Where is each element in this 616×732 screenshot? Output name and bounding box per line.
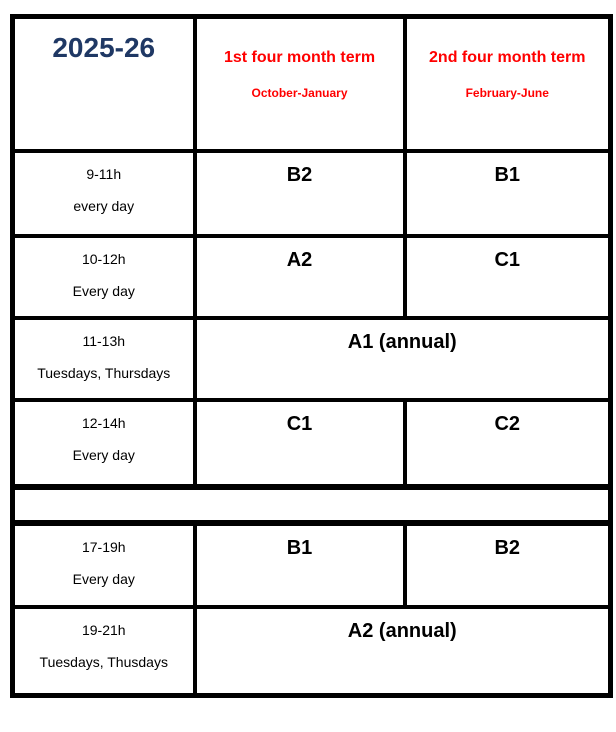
term-1-header-cell xyxy=(195,17,405,152)
slot-days: Tuesdays, Thursdays xyxy=(37,365,171,382)
level-label: C1 xyxy=(494,249,521,271)
slot-cell-12-14h xyxy=(13,400,195,487)
level-cell-term1 xyxy=(195,151,405,236)
timeslot-row-19-21h xyxy=(13,607,611,696)
slot-time: 9-11h xyxy=(86,166,122,182)
slot-days: every day xyxy=(73,198,135,215)
level-cell-term2 xyxy=(405,523,611,607)
level-label: A1 (annual) xyxy=(347,331,457,353)
slot-days: Tuesdays, Thusdays xyxy=(39,654,168,671)
level-label: A2 xyxy=(286,249,313,271)
slot-cell-17-19h xyxy=(13,523,195,607)
slot-time: 19-21h xyxy=(81,622,126,638)
slot-days: Every day xyxy=(72,283,135,300)
slot-cell-9-11h xyxy=(13,151,195,236)
level-cell-term1 xyxy=(195,400,405,487)
level-cell-annual xyxy=(195,318,611,400)
slot-time: 12-14h xyxy=(81,415,126,431)
level-cell-term2 xyxy=(405,400,611,487)
term-2-months: February-June xyxy=(465,86,549,101)
term-1-title: 1st four month term xyxy=(223,49,376,66)
spacer-cell xyxy=(13,487,611,523)
level-cell-term2 xyxy=(405,151,611,236)
year-cell xyxy=(13,17,195,152)
timeslot-row-9-11h xyxy=(13,151,611,236)
year-label: 2025-26 xyxy=(52,32,156,63)
term-2-title: 2nd four month term xyxy=(429,49,586,66)
slot-days: Every day xyxy=(72,571,135,588)
level-cell-term2 xyxy=(405,236,611,318)
level-cell-term1 xyxy=(195,523,405,607)
timeslot-row-10-12h xyxy=(13,236,611,318)
timeslot-row-11-13h xyxy=(13,318,611,400)
timeslot-row-12-14h xyxy=(13,400,611,487)
slot-cell-11-13h xyxy=(13,318,195,400)
slot-cell-10-12h xyxy=(13,236,195,318)
level-label: C2 xyxy=(494,413,521,435)
level-cell-annual xyxy=(195,607,611,696)
term-2-header-cell xyxy=(405,17,611,152)
level-label: B2 xyxy=(286,164,313,186)
header-row xyxy=(13,17,611,152)
spacer-row xyxy=(13,487,611,523)
level-label: A2 (annual) xyxy=(347,620,457,642)
slot-days: Every day xyxy=(72,447,135,464)
level-label: B1 xyxy=(494,164,521,186)
timetable xyxy=(10,14,613,698)
level-cell-term1 xyxy=(195,236,405,318)
slot-time: 11-13h xyxy=(82,333,126,349)
slot-time: 17-19h xyxy=(81,539,126,555)
slot-time: 10-12h xyxy=(81,251,126,267)
level-label: B2 xyxy=(494,537,521,559)
level-label: C1 xyxy=(286,413,313,435)
slot-cell-19-21h xyxy=(13,607,195,696)
term-1-months: October-January xyxy=(251,86,348,101)
level-label: B1 xyxy=(286,537,313,559)
timeslot-row-17-19h xyxy=(13,523,611,607)
